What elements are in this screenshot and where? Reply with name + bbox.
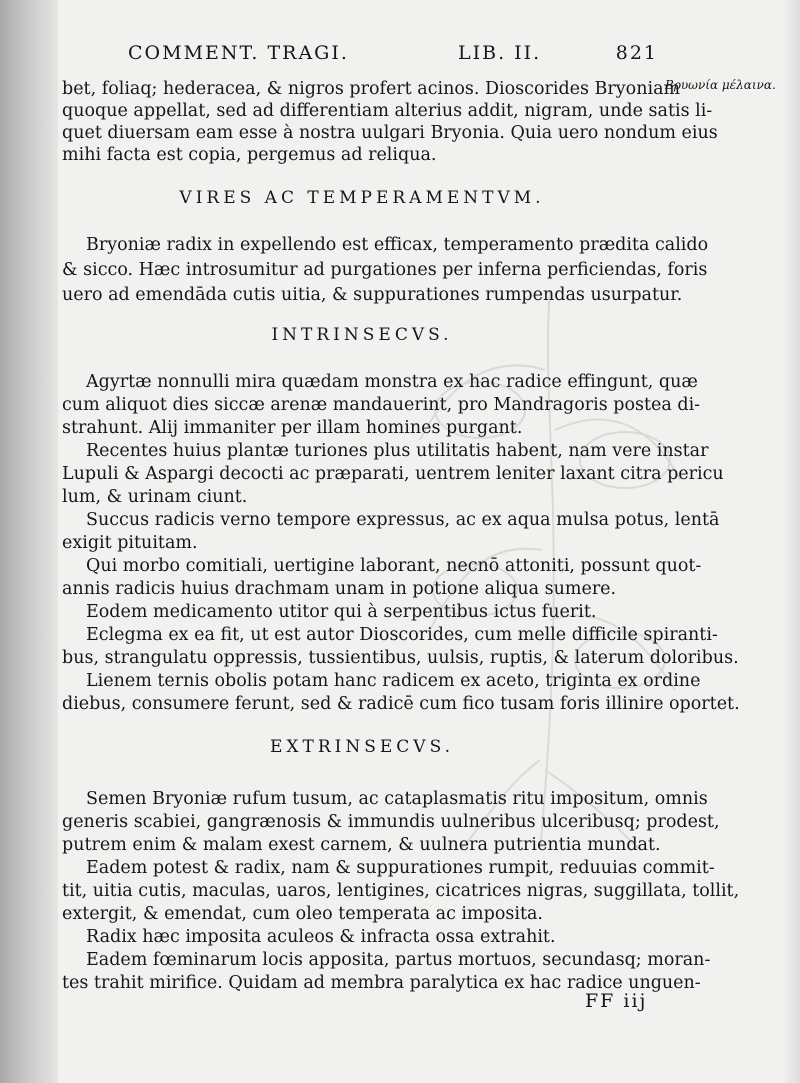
section-heading: INTRINSECVS. xyxy=(271,325,453,345)
binding-gutter-shadow xyxy=(0,0,58,1083)
text-line: quoque appellat, sed ad differentiam alterius addit, nigram, unde satis li- xyxy=(62,101,713,121)
page-number: 821 xyxy=(615,42,658,64)
text-line: & sicco. Hæc introsumitur ad purgationes per inferna perficiendas, foris xyxy=(62,260,708,280)
section-heading: EXTRINSECVS. xyxy=(269,737,455,757)
text-line: bet, foliaq; hederacea, & nigros profert acinos. Dioscorides Bryoniam xyxy=(62,79,681,99)
book-number: LIB. II. xyxy=(458,42,542,64)
text-line: uero ad emendāda cutis uitia, & suppurationes rumpendas usurpatur. xyxy=(62,285,683,305)
text-line: Recentes huius plantæ turiones plus utilitatis habent, nam vere instar xyxy=(86,441,709,461)
text-line: Agyrtæ nonnulli mira quædam monstra ex hac radice effingunt, quæ xyxy=(86,372,698,392)
signature-mark: FF iij xyxy=(585,990,648,1012)
text-line: bus, strangulatu oppressis, tussientibus, uulsis, ruptis, & laterum doloribus. xyxy=(62,648,739,668)
text-line: mihi facta est copia, pergemus ad reliqua. xyxy=(62,145,437,165)
text-line: Eclegma ex ea fit, ut est autor Dioscorides, cum melle difficile spiranti- xyxy=(86,625,718,645)
running-header xyxy=(128,42,658,68)
text-line: Semen Bryoniæ rufum tusum, ac cataplasmatis ritu impositum, omnis xyxy=(86,789,708,809)
text-line: cum aliquot dies siccæ arenæ mandauerint, pro Mandragoris postea di- xyxy=(62,395,701,415)
text-line: lum, & urinam ciunt. xyxy=(62,487,248,507)
page-edge-shadow xyxy=(782,0,800,1083)
text-line: putrem enim & malam exest carnem, & uulnera putrientia mundat. xyxy=(62,835,661,855)
text-line: extergit, & emendat, cum oleo temperata ac imposita. xyxy=(62,904,543,924)
text-line: exigit pituitam. xyxy=(62,533,198,553)
text-line: Eadem potest & radix, nam & suppurationes rumpit, reduuias commit- xyxy=(86,858,715,878)
text-line: tes trahit mirifice. Quidam ad membra paralytica ex hac radice unguen- xyxy=(62,973,701,993)
text-line: Eadem fœminarum locis apposita, partus mortuos, secundasq; moran- xyxy=(86,950,711,970)
text-line: tit, uitia cutis, maculas, uaros, lentigines, cicatrices nigras, suggillata, tollit, xyxy=(62,881,740,901)
text-line: Radix hæc imposita aculeos & infracta ossa extrahit. xyxy=(86,927,556,947)
text-line: strahunt. Alij immaniter per illam homines purgant. xyxy=(62,418,523,438)
text-line: quet diuersam eam esse à nostra uulgari Bryonia. Quia uero nondum eius xyxy=(62,123,718,143)
text-line: Qui morbo comitiali, uertigine laborant, necnō attoniti, possunt quot- xyxy=(86,556,702,576)
text-line: Lupuli & Aspargi decocti ac præparati, uentrem leniter laxant citra pericu xyxy=(62,464,724,484)
text-line: diebus, consumere ferunt, sed & radicē cum fico tusam foris illinire oportet. xyxy=(62,694,740,714)
text-line: Lienem ternis obolis potam hanc radicem ex aceto, triginta ex ordine xyxy=(86,671,701,691)
margin-note: Βρυωνία μέλαινα. xyxy=(665,78,776,92)
text-line: Eodem medicamento utitor qui à serpentibus ictus fuerit. xyxy=(86,602,597,622)
text-line: annis radicis huius drachmam unam in potione aliqua sumere. xyxy=(62,579,617,599)
text-line: Bryoniæ radix in expellendo est efficax, temperamento prædita calido xyxy=(86,235,709,255)
text-line: Succus radicis verno tempore expressus, ac ex aqua mulsa potus, lentā xyxy=(86,510,720,530)
section-heading: VIRES AC TEMPERAMENTVM. xyxy=(179,188,545,208)
text-line: generis scabiei, gangrænosis & immundis uulneribus ulceribusq; prodest, xyxy=(62,812,720,832)
running-title: COMMENT. TRAGI. xyxy=(128,42,349,64)
